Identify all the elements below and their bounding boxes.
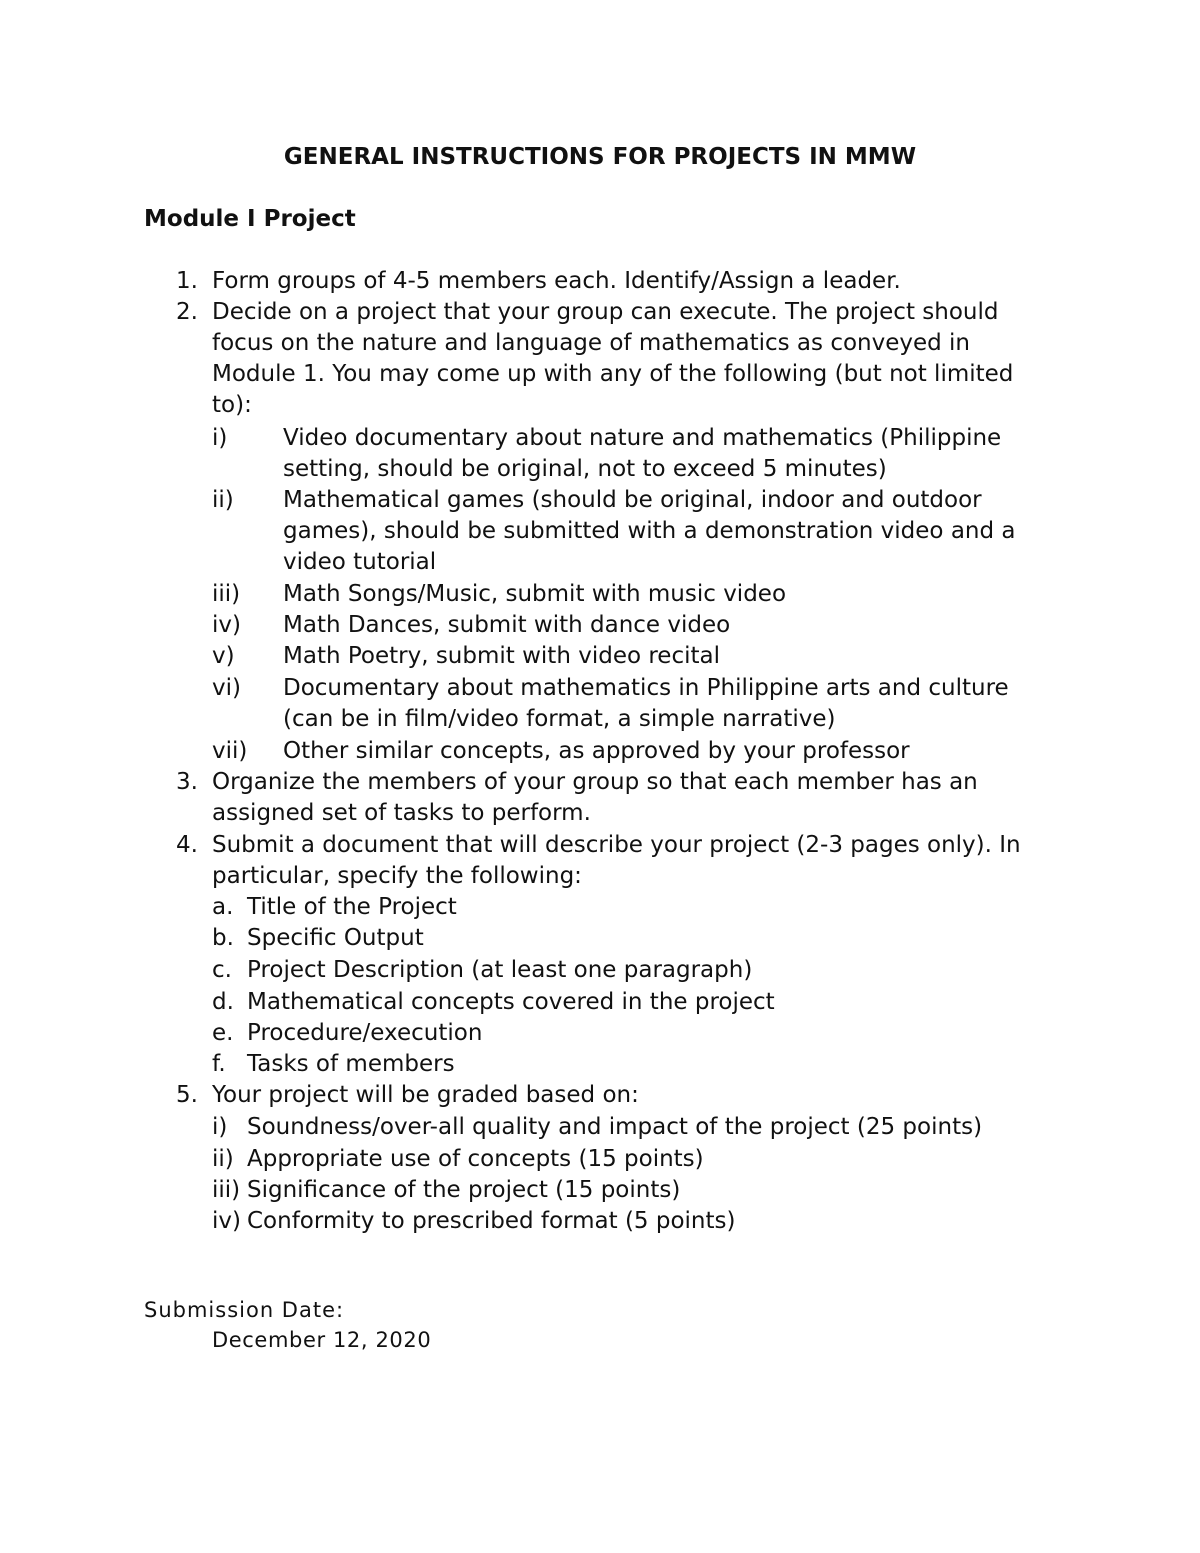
option-text: Documentary about mathematics in Philippine arts and culture xyxy=(283,675,1009,701)
subitem-text: Procedure/execution xyxy=(247,1020,483,1046)
item-text: to): xyxy=(212,392,252,418)
item-text: focus on the nature and language of mathematics as conveyed in xyxy=(212,330,971,356)
submission-date-label: Submission Date: xyxy=(144,1298,345,1322)
item-number: 4. xyxy=(176,832,198,858)
criterion-label: i) xyxy=(212,1114,228,1140)
module-heading: Module I Project xyxy=(144,206,356,232)
item-text: Submit a document that will describe your project (2-3 pages only). In xyxy=(212,832,1021,858)
option-text: Math Songs/Music, submit with music video xyxy=(283,581,787,607)
item-text: Your project will be graded based on: xyxy=(212,1082,639,1108)
criterion-label: iii) xyxy=(212,1177,241,1203)
option-label: vii) xyxy=(212,738,248,764)
item-text: Organize the members of your group so that each member has an xyxy=(212,769,978,795)
criterion-text: Appropriate use of concepts (15 points) xyxy=(247,1146,704,1172)
criterion-label: iv) xyxy=(212,1208,241,1234)
subitem-label: a. xyxy=(212,894,234,920)
option-label: ii) xyxy=(212,487,234,513)
option-label: i) xyxy=(212,425,228,451)
subitem-text: Mathematical concepts covered in the project xyxy=(247,989,775,1015)
option-text: Mathematical games (should be original, indoor and outdoor xyxy=(283,487,982,513)
option-label: iv) xyxy=(212,612,241,638)
option-label: v) xyxy=(212,643,235,669)
submission-date-value: December 12, 2020 xyxy=(212,1328,432,1352)
subitem-text: Specific Output xyxy=(247,925,424,951)
item-number: 3. xyxy=(176,769,198,795)
criterion-text: Conformity to prescribed format (5 points) xyxy=(247,1208,736,1234)
subitem-label: b. xyxy=(212,925,234,951)
option-text: Math Poetry, submit with video recital xyxy=(283,643,720,669)
option-text: (can be in film/video format, a simple narrative) xyxy=(283,706,836,732)
subitem-text: Title of the Project xyxy=(247,894,457,920)
subitem-text: Project Description (at least one paragraph) xyxy=(247,957,753,983)
subitem-text: Tasks of members xyxy=(247,1051,455,1077)
option-text: setting, should be original, not to exceed 5 minutes) xyxy=(283,456,887,482)
item-text: Form groups of 4-5 members each. Identify/Assign a leader. xyxy=(212,268,901,294)
item-number: 5. xyxy=(176,1082,198,1108)
subitem-label: e. xyxy=(212,1020,234,1046)
document-title: GENERAL INSTRUCTIONS FOR PROJECTS IN MMW xyxy=(283,144,917,170)
item-number: 1. xyxy=(176,268,198,294)
item-text: Module 1. You may come up with any of the following (but not limited xyxy=(212,361,1014,387)
option-text: Video documentary about nature and mathematics (Philippine xyxy=(283,425,1002,451)
item-number: 2. xyxy=(176,299,198,325)
option-text: Other similar concepts, as approved by your professor xyxy=(283,738,910,764)
option-text: games), should be submitted with a demonstration video and a xyxy=(283,518,1016,544)
option-label: iii) xyxy=(212,581,241,607)
option-text: video tutorial xyxy=(283,549,437,575)
item-text: particular, specify the following: xyxy=(212,863,582,889)
criterion-text: Significance of the project (15 points) xyxy=(247,1177,681,1203)
option-text: Math Dances, submit with dance video xyxy=(283,612,731,638)
subitem-label: f. xyxy=(212,1051,226,1077)
item-text: assigned set of tasks to perform. xyxy=(212,800,591,826)
option-label: vi) xyxy=(212,675,241,701)
subitem-label: d. xyxy=(212,989,234,1015)
subitem-label: c. xyxy=(212,957,232,983)
criterion-label: ii) xyxy=(212,1146,234,1172)
item-text: Decide on a project that your group can execute. The project should xyxy=(212,299,999,325)
criterion-text: Soundness/over-all quality and impact of the project (25 points) xyxy=(247,1114,983,1140)
